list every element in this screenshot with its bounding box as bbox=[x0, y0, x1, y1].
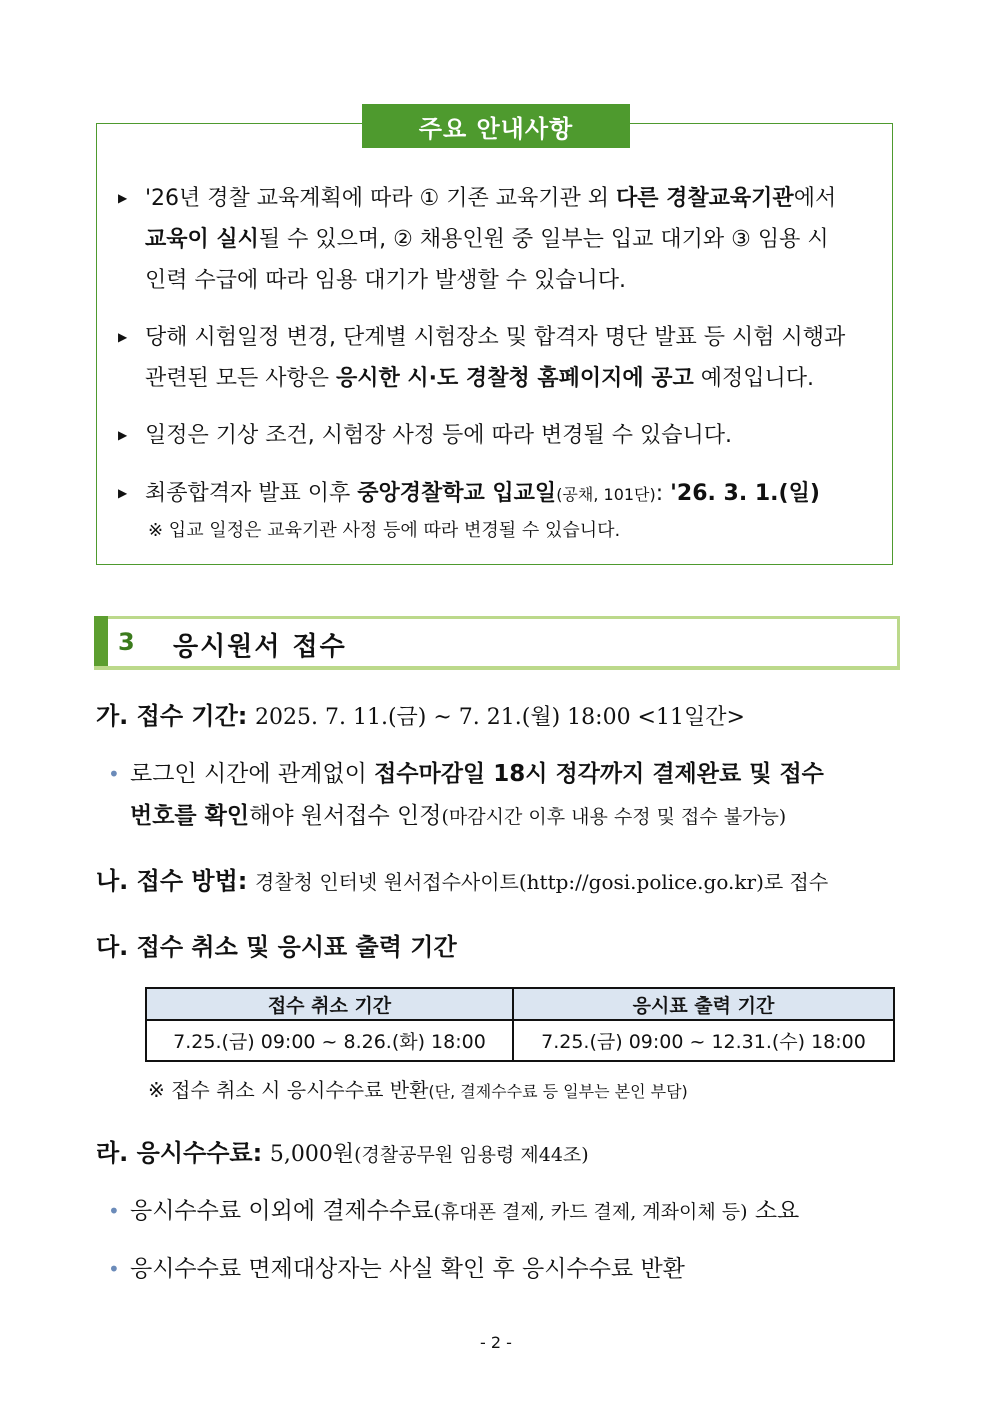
table-cell-cancel: 7.25.(금) 09:00 ~ 8.26.(화) 18:00 bbox=[146, 1020, 513, 1061]
da-heading: 다. 접수 취소 및 응시표 출력 기간 bbox=[96, 933, 457, 961]
table-header-print: 응시표 출력 기간 bbox=[513, 988, 894, 1020]
arrow-bullet-icon: ▶ bbox=[118, 486, 128, 500]
section-title: 응시원서 접수 bbox=[173, 632, 347, 662]
notice-item-schedule: ▶ 당해 시험일정 변경, 단계별 시험장소 및 합격자 명단 발표 등 시험 시행과 관련된 모든 사항은 응시한 시·도 경찰청 홈페이지에 공고 예정입니다. bbox=[138, 317, 888, 399]
ra-bullet-fee: • 응시수수료 이외에 결제수수료(휴대폰 결제, 카드 결제, 계좌이체 등) 소요 bbox=[108, 1190, 898, 1233]
dot-bullet-icon: • bbox=[108, 1199, 120, 1223]
page-number: - 2 - bbox=[480, 1333, 512, 1352]
section-number: 3 bbox=[118, 628, 135, 656]
notice-item-education: ▶ '26년 경찰 교육계획에 따라 ① 기존 교육기관 외 다른 경찰교육기관에서 교육이 실시될 수 있으며, ② 채용인원 중 일부는 입교 대기와 ③ 임용 시 인력 수급에 따라 임용 대기가 발생할 수 있습니다. bbox=[138, 178, 888, 301]
table-header-cancel: 접수 취소 기간 bbox=[146, 988, 513, 1020]
ga-heading: 가. 접수 기간: 2025. 7. 11.(금) ~ 7. 21.(월) 18:00 <11일간> bbox=[96, 702, 745, 730]
da-note: ※ 접수 취소 시 응시수수료 반환(단, 결제수수료 등 일부는 본인 부담) bbox=[148, 1078, 688, 1102]
na-heading: 나. 접수 방법: 경찰청 인터넷 원서접수사이트(http://gosi.police.go.kr)로 접수 bbox=[96, 867, 829, 895]
arrow-bullet-icon: ▶ bbox=[118, 330, 128, 344]
section-header-accent bbox=[94, 616, 108, 670]
section-header-underline bbox=[94, 666, 900, 670]
dot-bullet-icon: • bbox=[108, 1257, 120, 1281]
table-cell-print: 7.25.(금) 09:00 ~ 12.31.(수) 18:00 bbox=[513, 1020, 894, 1061]
schedule-table bbox=[145, 987, 895, 1062]
arrow-bullet-icon: ▶ bbox=[118, 191, 128, 205]
arrow-bullet-icon: ▶ bbox=[118, 428, 128, 442]
ra-bullet-exempt: • 응시수수료 면제대상자는 사실 확인 후 응시수수료 반환 bbox=[108, 1248, 898, 1290]
notice-note: ※ 입교 일정은 교육기관 사정 등에 따라 변경될 수 있습니다. bbox=[148, 520, 621, 541]
dot-bullet-icon: • bbox=[108, 762, 120, 786]
notice-item-entrance: ▶ 최종합격자 발표 이후 중앙경찰학교 입교일(공채, 101단): '26. 3. 1.(일) bbox=[138, 473, 888, 515]
ra-heading: 라. 응시수수료: 5,000원(경찰공무원 임용령 제44조) bbox=[96, 1139, 589, 1167]
notice-item-weather: ▶ 일정은 기상 조건, 시험장 사정 등에 따라 변경될 수 있습니다. bbox=[138, 415, 888, 456]
ga-bullet: • 로그인 시간에 관계없이 접수마감일 18시 정각까지 결제완료 및 접수 번호를 확인해야 원서접수 인정(마감시간 이후 내용 수정 및 접수 불가능) bbox=[108, 753, 898, 838]
notice-title: 주요 안내사항 bbox=[362, 104, 630, 148]
